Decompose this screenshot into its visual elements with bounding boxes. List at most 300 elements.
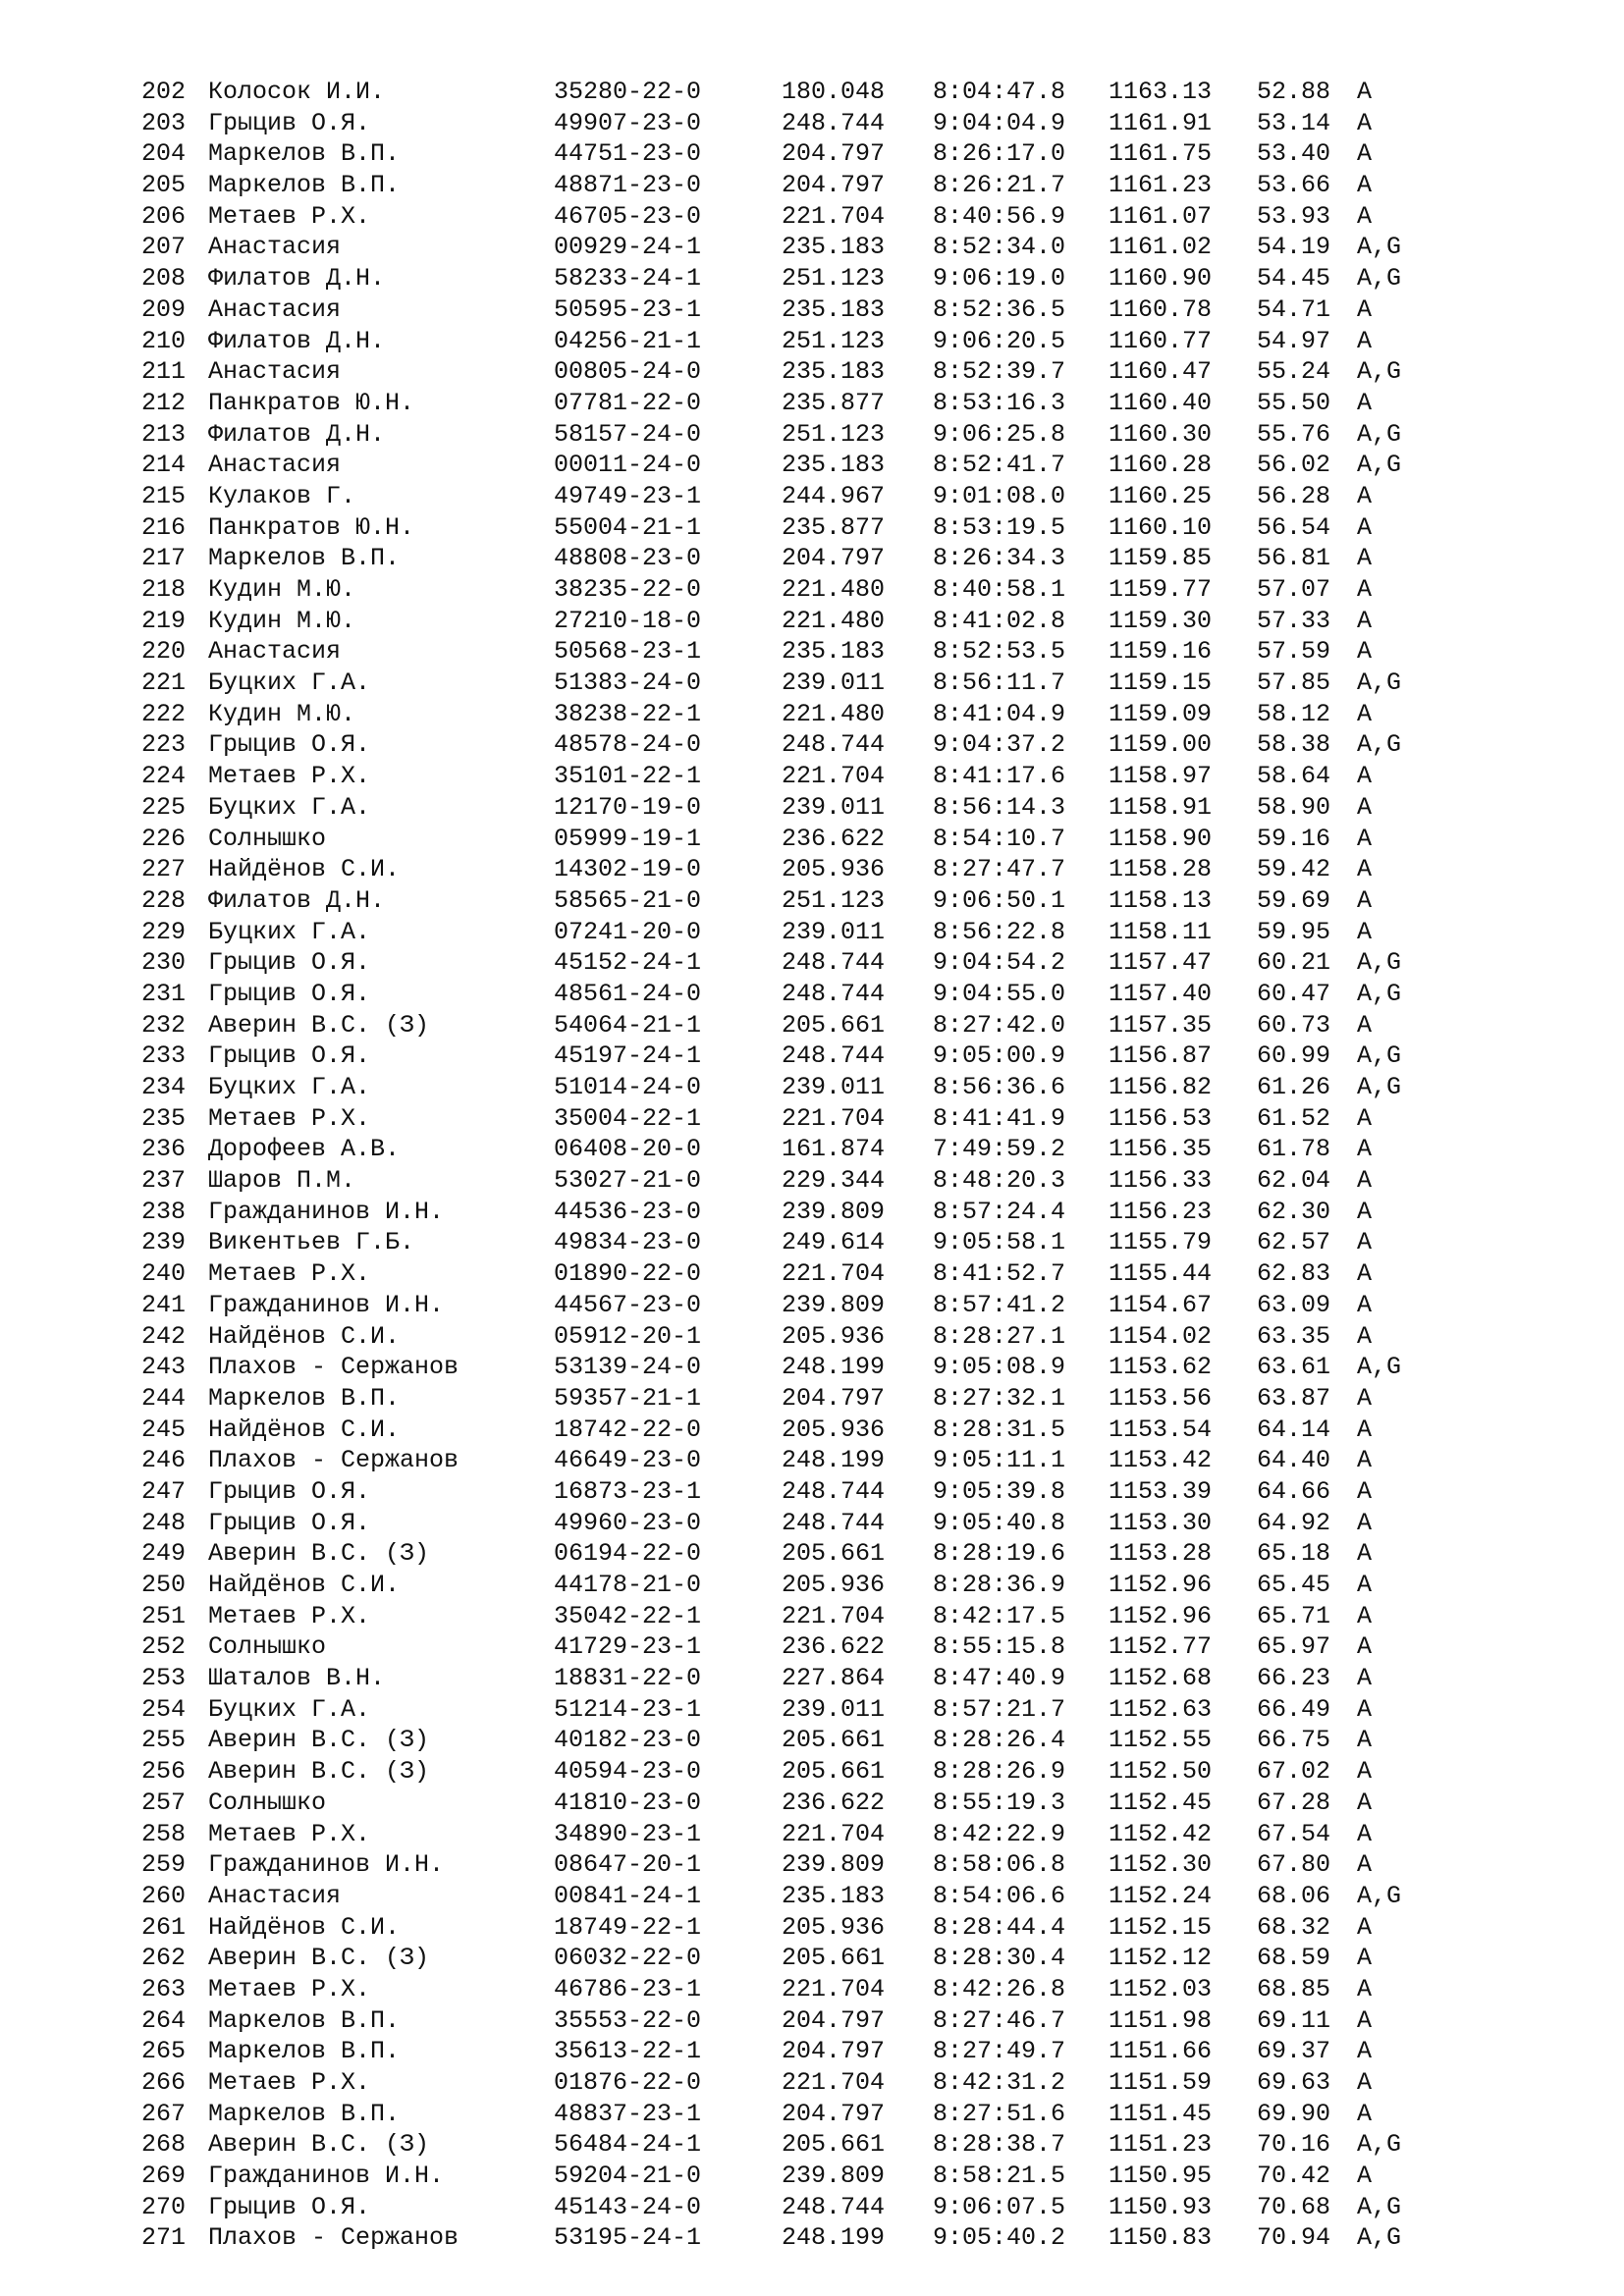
ring-number: 35280-22-0	[554, 78, 702, 106]
category-flag: A	[1357, 1259, 1373, 1289]
place-number: 205	[141, 171, 187, 200]
place-number: 257	[141, 1788, 187, 1817]
arrival-time: 8:26:21.7	[933, 171, 1066, 200]
ring-number: 44536-23-0	[554, 1197, 702, 1226]
ring-number: 00805-24-0	[554, 357, 702, 387]
coefficient: 55.76	[1257, 419, 1331, 449]
coefficient: 62.83	[1257, 1259, 1331, 1289]
arrival-time: 8:28:44.4	[933, 1912, 1066, 1942]
speed-value: 1160.10	[1109, 512, 1213, 542]
distance-km: 205.936	[782, 855, 886, 884]
fancier-name: Найдёнов С.И.	[208, 1912, 401, 1942]
place-number: 232	[141, 1010, 187, 1040]
ring-number: 35042-22-1	[554, 1601, 702, 1630]
fancier-name: Анастасия	[208, 1881, 342, 1910]
coefficient: 59.16	[1257, 824, 1331, 853]
speed-value: 1155.79	[1109, 1228, 1213, 1257]
fancier-name: Кудин М.Ю.	[208, 606, 356, 635]
category-flag: A	[1357, 1788, 1373, 1817]
place-number: 224	[141, 762, 187, 791]
ring-number: 14302-19-0	[554, 855, 702, 884]
ring-number: 00929-24-1	[554, 233, 702, 262]
ring-number: 45197-24-1	[554, 1041, 702, 1071]
category-flag: A,G	[1357, 2130, 1402, 2160]
place-number: 234	[141, 1073, 187, 1101]
distance-km: 248.744	[782, 979, 886, 1008]
ring-number: 00841-24-1	[554, 1881, 702, 1910]
distance-km: 235.183	[782, 1881, 886, 1910]
category-flag: A	[1357, 1446, 1373, 1475]
coefficient: 57.85	[1257, 668, 1331, 698]
coefficient: 53.40	[1257, 139, 1331, 169]
ring-number: 41729-23-1	[554, 1632, 702, 1662]
distance-km: 248.744	[782, 1041, 886, 1071]
arrival-time: 8:27:47.7	[933, 855, 1066, 884]
arrival-time: 8:28:31.5	[933, 1415, 1066, 1444]
arrival-time: 8:58:06.8	[933, 1850, 1066, 1880]
ring-number: 49960-23-0	[554, 1508, 702, 1537]
place-number: 246	[141, 1446, 187, 1475]
place-number: 250	[141, 1571, 187, 1599]
fancier-name: Плахов - Сержанов	[208, 1446, 460, 1475]
place-number: 219	[141, 606, 187, 635]
fancier-name: Гражданинов И.Н.	[208, 1197, 445, 1226]
speed-value: 1152.50	[1109, 1757, 1213, 1787]
coefficient: 60.73	[1257, 1010, 1331, 1040]
coefficient: 59.95	[1257, 917, 1331, 946]
fancier-name: Найдёнов С.И.	[208, 1571, 401, 1599]
coefficient: 63.09	[1257, 1290, 1331, 1319]
distance-km: 205.661	[782, 2130, 886, 2160]
ring-number: 06194-22-0	[554, 1539, 702, 1569]
fancier-name: Кудин М.Ю.	[208, 699, 356, 728]
arrival-time: 8:41:41.9	[933, 1103, 1066, 1133]
place-number: 269	[141, 2162, 187, 2191]
ring-number: 49907-23-0	[554, 108, 702, 137]
speed-value: 1161.91	[1109, 108, 1213, 137]
distance-km: 205.936	[782, 1571, 886, 1599]
arrival-time: 9:05:39.8	[933, 1476, 1066, 1506]
coefficient: 61.78	[1257, 1135, 1331, 1164]
speed-value: 1152.96	[1109, 1601, 1213, 1630]
speed-value: 1157.40	[1109, 979, 1213, 1008]
category-flag: A	[1357, 1539, 1373, 1569]
arrival-time: 8:41:52.7	[933, 1259, 1066, 1289]
distance-km: 204.797	[782, 2037, 886, 2066]
distance-km: 229.344	[782, 1166, 886, 1196]
category-flag: A	[1357, 544, 1373, 573]
coefficient: 58.90	[1257, 792, 1331, 822]
place-number: 245	[141, 1415, 187, 1444]
ring-number: 48561-24-0	[554, 979, 702, 1008]
distance-km: 204.797	[782, 2005, 886, 2035]
speed-value: 1156.87	[1109, 1041, 1213, 1071]
arrival-time: 9:05:08.9	[933, 1353, 1066, 1382]
distance-km: 221.704	[782, 762, 886, 791]
speed-value: 1158.13	[1109, 885, 1213, 915]
speed-value: 1157.35	[1109, 1010, 1213, 1040]
arrival-time: 9:06:50.1	[933, 885, 1066, 915]
category-flag: A	[1357, 1415, 1373, 1444]
coefficient: 68.32	[1257, 1912, 1331, 1942]
ring-number: 38235-22-0	[554, 575, 702, 604]
speed-value: 1163.13	[1109, 78, 1213, 106]
fancier-name: Дорофеев А.В.	[208, 1135, 401, 1164]
ring-number: 50595-23-1	[554, 294, 702, 324]
ring-number: 45143-24-0	[554, 2192, 702, 2221]
arrival-time: 8:28:36.9	[933, 1571, 1066, 1599]
speed-value: 1156.35	[1109, 1135, 1213, 1164]
coefficient: 57.59	[1257, 637, 1331, 667]
ring-number: 07241-20-0	[554, 917, 702, 946]
speed-value: 1159.15	[1109, 668, 1213, 698]
coefficient: 60.47	[1257, 979, 1331, 1008]
fancier-name: Метаев Р.Х.	[208, 1103, 371, 1133]
place-number: 238	[141, 1197, 187, 1226]
ring-number: 35101-22-1	[554, 762, 702, 791]
place-number: 244	[141, 1383, 187, 1413]
place-number: 208	[141, 264, 187, 294]
category-flag: A	[1357, 1103, 1373, 1133]
category-flag: A	[1357, 2068, 1373, 2097]
distance-km: 235.183	[782, 294, 886, 324]
arrival-time: 8:28:38.7	[933, 2130, 1066, 2160]
distance-km: 251.123	[782, 264, 886, 294]
category-flag: A	[1357, 108, 1373, 137]
category-flag: A	[1357, 512, 1373, 542]
place-number: 204	[141, 139, 187, 169]
place-number: 222	[141, 699, 187, 728]
arrival-time: 8:42:17.5	[933, 1601, 1066, 1630]
arrival-time: 8:28:26.4	[933, 1726, 1066, 1755]
coefficient: 59.69	[1257, 885, 1331, 915]
fancier-name: Кулаков Г.	[208, 481, 356, 510]
arrival-time: 9:05:11.1	[933, 1446, 1066, 1475]
place-number: 242	[141, 1321, 187, 1351]
category-flag: A	[1357, 637, 1373, 667]
arrival-time: 8:26:34.3	[933, 544, 1066, 573]
category-flag: A	[1357, 2005, 1373, 2035]
coefficient: 69.37	[1257, 2037, 1331, 2066]
coefficient: 62.04	[1257, 1166, 1331, 1196]
place-number: 214	[141, 451, 187, 480]
place-number: 215	[141, 481, 187, 510]
place-number: 226	[141, 824, 187, 853]
ring-number: 53139-24-0	[554, 1353, 702, 1382]
category-flag: A	[1357, 1664, 1373, 1693]
fancier-name: Метаев Р.Х.	[208, 1259, 371, 1289]
speed-value: 1150.83	[1109, 2223, 1213, 2253]
fancier-name: Аверин В.С. (З)	[208, 2130, 430, 2160]
arrival-time: 8:56:22.8	[933, 917, 1066, 946]
speed-value: 1151.66	[1109, 2037, 1213, 2066]
speed-value: 1153.39	[1109, 1476, 1213, 1506]
fancier-name: Солнышко	[208, 1632, 327, 1662]
distance-km: 248.744	[782, 108, 886, 137]
fancier-name: Грыцив О.Я.	[208, 979, 371, 1008]
speed-value: 1152.12	[1109, 1944, 1213, 1973]
arrival-time: 8:52:36.5	[933, 294, 1066, 324]
category-flag: A	[1357, 1694, 1373, 1724]
fancier-name: Метаев Р.Х.	[208, 762, 371, 791]
ring-number: 50568-23-1	[554, 637, 702, 667]
place-number: 213	[141, 419, 187, 449]
coefficient: 58.38	[1257, 730, 1331, 760]
distance-km: 248.744	[782, 1476, 886, 1506]
speed-value: 1161.23	[1109, 171, 1213, 200]
arrival-time: 9:04:37.2	[933, 730, 1066, 760]
fancier-name: Буцких Г.А.	[208, 1073, 371, 1101]
category-flag: A,G	[1357, 948, 1402, 978]
coefficient: 64.92	[1257, 1508, 1331, 1537]
speed-value: 1152.24	[1109, 1881, 1213, 1910]
speed-value: 1151.45	[1109, 2099, 1213, 2128]
speed-value: 1153.30	[1109, 1508, 1213, 1537]
category-flag: A	[1357, 78, 1373, 106]
ring-number: 59204-21-0	[554, 2162, 702, 2191]
arrival-time: 8:41:02.8	[933, 606, 1066, 635]
ring-number: 00011-24-0	[554, 451, 702, 480]
distance-km: 248.744	[782, 1508, 886, 1537]
place-number: 262	[141, 1944, 187, 1973]
fancier-name: Аверин В.С. (З)	[208, 1944, 430, 1973]
coefficient: 54.19	[1257, 233, 1331, 262]
fancier-name: Найдёнов С.И.	[208, 1321, 401, 1351]
speed-value: 1160.47	[1109, 357, 1213, 387]
arrival-time: 8:57:24.4	[933, 1197, 1066, 1226]
distance-km: 221.480	[782, 575, 886, 604]
speed-value: 1160.78	[1109, 294, 1213, 324]
ring-number: 51383-24-0	[554, 668, 702, 698]
category-flag: A,G	[1357, 979, 1402, 1008]
place-number: 228	[141, 885, 187, 915]
speed-value: 1152.77	[1109, 1632, 1213, 1662]
fancier-name: Плахов - Сержанов	[208, 1353, 460, 1382]
distance-km: 161.874	[782, 1135, 886, 1164]
category-flag: A,G	[1357, 2223, 1402, 2253]
arrival-time: 8:56:36.6	[933, 1073, 1066, 1101]
distance-km: 205.661	[782, 1726, 886, 1755]
coefficient: 58.12	[1257, 699, 1331, 728]
distance-km: 205.936	[782, 1415, 886, 1444]
arrival-time: 8:58:21.5	[933, 2162, 1066, 2191]
fancier-name: Найдёнов С.И.	[208, 1415, 401, 1444]
place-number: 218	[141, 575, 187, 604]
speed-value: 1152.03	[1109, 1974, 1213, 2003]
place-number: 261	[141, 1912, 187, 1942]
speed-value: 1153.42	[1109, 1446, 1213, 1475]
speed-value: 1150.95	[1109, 2162, 1213, 2191]
arrival-time: 9:06:19.0	[933, 264, 1066, 294]
fancier-name: Аверин В.С. (З)	[208, 1539, 430, 1569]
coefficient: 66.23	[1257, 1664, 1331, 1693]
ring-number: 58157-24-0	[554, 419, 702, 449]
fancier-name: Плахов - Сержанов	[208, 2223, 460, 2253]
distance-km: 235.877	[782, 512, 886, 542]
place-number: 271	[141, 2223, 187, 2253]
distance-km: 221.704	[782, 2068, 886, 2097]
place-number: 223	[141, 730, 187, 760]
fancier-name: Солнышко	[208, 1788, 327, 1817]
coefficient: 57.33	[1257, 606, 1331, 635]
place-number: 233	[141, 1041, 187, 1071]
category-flag: A,G	[1357, 2192, 1402, 2221]
coefficient: 53.93	[1257, 201, 1331, 231]
arrival-time: 8:55:19.3	[933, 1788, 1066, 1817]
category-flag: A,G	[1357, 1881, 1402, 1910]
category-flag: A	[1357, 1476, 1373, 1506]
ring-number: 48808-23-0	[554, 544, 702, 573]
place-number: 221	[141, 668, 187, 698]
arrival-time: 8:42:26.8	[933, 1974, 1066, 2003]
arrival-time: 8:40:56.9	[933, 201, 1066, 231]
ring-number: 54064-21-1	[554, 1010, 702, 1040]
coefficient: 53.14	[1257, 108, 1331, 137]
category-flag: A,G	[1357, 264, 1402, 294]
speed-value: 1153.62	[1109, 1353, 1213, 1382]
fancier-name: Викентьев Г.Б.	[208, 1228, 415, 1257]
speed-value: 1151.23	[1109, 2130, 1213, 2160]
place-number: 227	[141, 855, 187, 884]
ring-number: 06408-20-0	[554, 1135, 702, 1164]
fancier-name: Шаров П.М.	[208, 1166, 356, 1196]
category-flag: A	[1357, 792, 1373, 822]
speed-value: 1152.96	[1109, 1571, 1213, 1599]
arrival-time: 8:27:46.7	[933, 2005, 1066, 2035]
category-flag: A	[1357, 1974, 1373, 2003]
place-number: 231	[141, 979, 187, 1008]
speed-value: 1160.28	[1109, 451, 1213, 480]
place-number: 253	[141, 1664, 187, 1693]
fancier-name: Аверин В.С. (З)	[208, 1010, 430, 1040]
place-number: 263	[141, 1974, 187, 2003]
ring-number: 59357-21-1	[554, 1383, 702, 1413]
coefficient: 65.71	[1257, 1601, 1331, 1630]
coefficient: 69.63	[1257, 2068, 1331, 2097]
category-flag: A	[1357, 326, 1373, 355]
place-number: 209	[141, 294, 187, 324]
speed-value: 1160.77	[1109, 326, 1213, 355]
coefficient: 61.52	[1257, 1103, 1331, 1133]
distance-km: 249.614	[782, 1228, 886, 1257]
category-flag: A,G	[1357, 668, 1402, 698]
distance-km: 235.877	[782, 388, 886, 417]
speed-value: 1159.77	[1109, 575, 1213, 604]
arrival-time: 8:41:17.6	[933, 762, 1066, 791]
category-flag: A,G	[1357, 1353, 1402, 1382]
place-number: 254	[141, 1694, 187, 1724]
fancier-name: Метаев Р.Х.	[208, 2068, 371, 2097]
arrival-time: 8:28:30.4	[933, 1944, 1066, 1973]
place-number: 252	[141, 1632, 187, 1662]
ring-number: 07781-22-0	[554, 388, 702, 417]
arrival-time: 9:01:08.0	[933, 481, 1066, 510]
category-flag: A,G	[1357, 233, 1402, 262]
place-number: 217	[141, 544, 187, 573]
distance-km: 248.744	[782, 2192, 886, 2221]
speed-value: 1159.16	[1109, 637, 1213, 667]
coefficient: 54.97	[1257, 326, 1331, 355]
fancier-name: Найдёнов С.И.	[208, 855, 401, 884]
coefficient: 70.16	[1257, 2130, 1331, 2160]
ring-number: 12170-19-0	[554, 792, 702, 822]
distance-km: 221.704	[782, 201, 886, 231]
distance-km: 204.797	[782, 1383, 886, 1413]
arrival-time: 8:04:47.8	[933, 78, 1066, 106]
coefficient: 70.68	[1257, 2192, 1331, 2221]
distance-km: 204.797	[782, 171, 886, 200]
place-number: 202	[141, 78, 187, 106]
category-flag: A	[1357, 2162, 1373, 2191]
speed-value: 1156.53	[1109, 1103, 1213, 1133]
arrival-time: 9:05:58.1	[933, 1228, 1066, 1257]
speed-value: 1153.54	[1109, 1415, 1213, 1444]
coefficient: 65.45	[1257, 1571, 1331, 1599]
coefficient: 55.24	[1257, 357, 1331, 387]
ring-number: 04256-21-1	[554, 326, 702, 355]
category-flag: A	[1357, 1601, 1373, 1630]
fancier-name: Анастасия	[208, 451, 342, 480]
category-flag: A	[1357, 1197, 1373, 1226]
arrival-time: 9:06:07.5	[933, 2192, 1066, 2221]
fancier-name: Грыцив О.Я.	[208, 1476, 371, 1506]
category-flag: A	[1357, 575, 1373, 604]
coefficient: 54.45	[1257, 264, 1331, 294]
category-flag: A	[1357, 1571, 1373, 1599]
ring-number: 44178-21-0	[554, 1571, 702, 1599]
coefficient: 65.97	[1257, 1632, 1331, 1662]
coefficient: 68.06	[1257, 1881, 1331, 1910]
speed-value: 1152.55	[1109, 1726, 1213, 1755]
coefficient: 68.85	[1257, 1974, 1331, 2003]
arrival-time: 8:27:51.6	[933, 2099, 1066, 2128]
place-number: 249	[141, 1539, 187, 1569]
distance-km: 239.809	[782, 1197, 886, 1226]
coefficient: 66.75	[1257, 1726, 1331, 1755]
coefficient: 65.18	[1257, 1539, 1331, 1569]
speed-value: 1154.02	[1109, 1321, 1213, 1351]
coefficient: 56.02	[1257, 451, 1331, 480]
distance-km: 248.744	[782, 948, 886, 978]
arrival-time: 8:56:11.7	[933, 668, 1066, 698]
place-number: 239	[141, 1228, 187, 1257]
ring-number: 58233-24-1	[554, 264, 702, 294]
coefficient: 63.87	[1257, 1383, 1331, 1413]
ring-number: 18749-22-1	[554, 1912, 702, 1942]
ring-number: 18742-22-0	[554, 1415, 702, 1444]
arrival-time: 8:54:10.7	[933, 824, 1066, 853]
fancier-name: Метаев Р.Х.	[208, 1974, 371, 2003]
distance-km: 205.661	[782, 1539, 886, 1569]
coefficient: 67.54	[1257, 1819, 1331, 1848]
category-flag: A	[1357, 762, 1373, 791]
distance-km: 235.183	[782, 233, 886, 262]
ring-number: 01890-22-0	[554, 1259, 702, 1289]
fancier-name: Шаталов В.Н.	[208, 1664, 386, 1693]
distance-km: 251.123	[782, 885, 886, 915]
category-flag: A	[1357, 699, 1373, 728]
distance-km: 221.704	[782, 1974, 886, 2003]
category-flag: A	[1357, 201, 1373, 231]
ring-number: 27210-18-0	[554, 606, 702, 635]
place-number: 256	[141, 1757, 187, 1787]
place-number: 237	[141, 1166, 187, 1196]
category-flag: A	[1357, 1850, 1373, 1880]
coefficient: 56.54	[1257, 512, 1331, 542]
speed-value: 1150.93	[1109, 2192, 1213, 2221]
category-flag: A,G	[1357, 1073, 1402, 1101]
fancier-name: Гражданинов И.Н.	[208, 1850, 445, 1880]
